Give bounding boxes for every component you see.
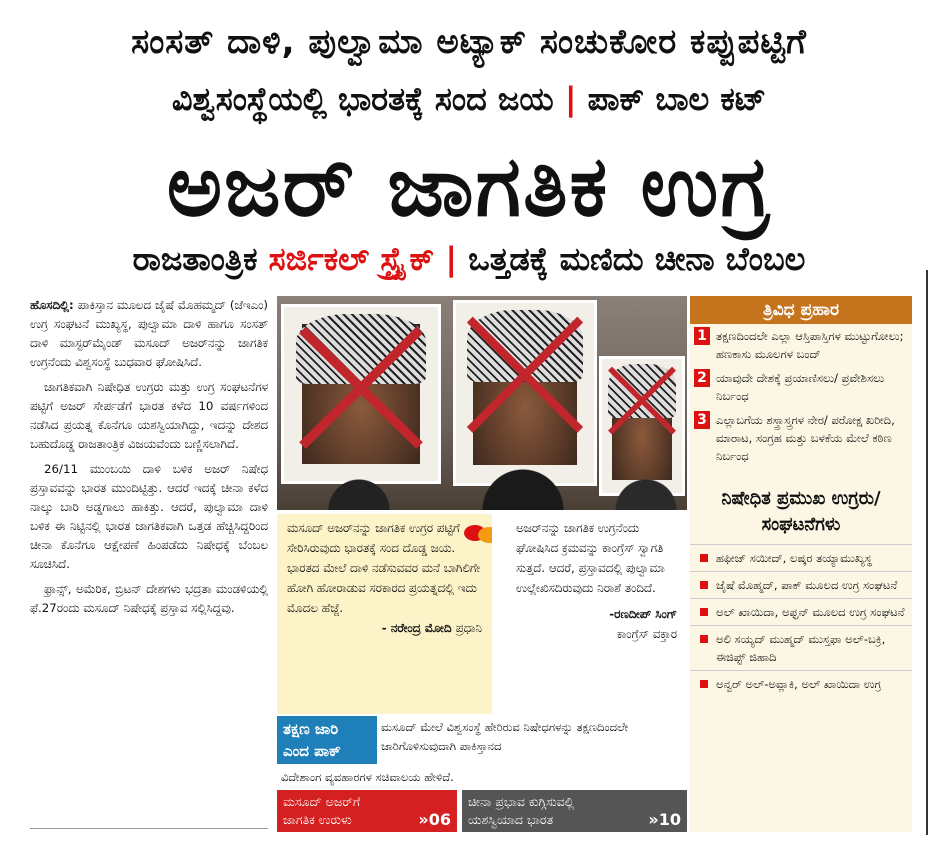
quote-text: ಮಸೂದ್ ಅಜರ್‌ನನ್ನು ಜಾಗತಿಕ ಉಗ್ರರ ಪಟ್ಟಿಗೆ ಸೇರಿಸಿರುವುದು ಭಾರತಕ್ಕೆ ಸಂದ ದೊಡ್ಡ ಜಯ. ಭಾರತದ ಮೇಲೆ ದಾಳಿ ನಡೆಸುವವರ ಮನೆ ಬಾಗಿಲಿಗೇ ಹೋಗಿ ಹೋರಾಡುವ ಸರಕಾರದ ಪ್ರಯತ್ನದಲ್ಲಿ ಇದು ಮೊದಲ ಹೆಜ್ಜೆ. xyxy=(287,521,481,615)
promo-link-page-6[interactable] xyxy=(277,790,457,832)
banned-item-text: ಅಲ್ ಖಾಯಿದಾ, ಅಫ್ಘನ್ ಮೂಲದ ಉಗ್ರ ಸಂಘಟನೆ xyxy=(716,605,905,619)
square-bullet-icon xyxy=(700,635,708,643)
dateline: ಹೊಸದಿಲ್ಲಿ: xyxy=(30,298,74,312)
square-bullet-icon xyxy=(700,608,708,616)
article-paragraph: ಫ್ರಾನ್ಸ್, ಅಮೆರಿಕ, ಬ್ರಿಟನ್ ದೇಶಗಳು ಭದ್ರತಾ ಮಂಡಳಿಯಲ್ಲಿ ಫೆ.27ರಂದು ಮಸೂದ್ ನಿಷೇಧಕ್ಕೆ ಪ್ರಸ್ತಾವ ಸಲ್ಲಿಸಿದ್ದವು. xyxy=(30,582,268,615)
pakistan-response-text: ಮಸೂದ್ ಮೇಲೆ ವಿಶ್ವಸಂಸ್ಥೆ ಹೇರಿರುವ ನಿಷೇಧಗಳನ್ನು ತಕ್ಷಣದಿಂದಲೇ ಜಾರಿಗೊಳಿಸುವುದಾಗಿ ಪಾಕಿಸ್ತಾನದ xyxy=(381,720,629,753)
crowd-silhouette xyxy=(277,450,687,510)
promo-line: ಜಾಗತಿಕ ಉರುಳು xyxy=(283,812,352,827)
square-bullet-icon xyxy=(700,581,708,589)
banned-list-title: ನಿಷೇಧಿತ ಪ್ರಮುಖ ಉಗ್ರರು/ಸಂಘಟನೆಗಳು xyxy=(721,488,881,535)
kicker2-part-a: ವಿಶ್ವಸಂಸ್ಥೆಯಲ್ಲಿ ಭಾರತಕ್ಕೆ ಸಂದ ಜಯ xyxy=(171,80,554,118)
banned-item-text: ಅಲಿ ಸಯ್ಯದ್ ಮುಹ್ಮದ್ ಮುಸ್ತಫಾ ಅಲ್-ಬಕ್ರಿ, ಈಜಿಪ್ಟ್ ಜಿಹಾದಿ xyxy=(716,632,886,664)
kicker-headline-1: ಸಂಸತ್ ದಾಳಿ, ಪುಲ್ವಾಮಾ ಅಟ್ಯಾಕ್ ಸಂಚುಕೋರ ಕಪ್ಪುಪಟ್ಟಿಗೆ xyxy=(131,22,807,62)
page-edge-rule xyxy=(926,270,928,835)
banned-item-text: ಜೈಷೆ ಮೊಹ್ಮದ್, ಪಾಕ್ ಮೂಲದ ಉಗ್ರ ಸಂಘಟನೆ xyxy=(716,578,898,592)
square-bullet-icon xyxy=(700,680,708,688)
red-cross-mark-icon xyxy=(284,307,438,461)
sidebar-item xyxy=(690,324,912,366)
sidebar-item-text: ತಕ್ಷಣದಿಂದಲೇ ಎಲ್ಲಾ ಆಸ್ತಿಪಾಸ್ತಿಗಳ ಮುಟ್ಟುಗೋಲು; ಹಣಕಾಸು ಮೂಲಗಳ ಬಂದ್ xyxy=(716,329,904,361)
sub-headline-separator: | xyxy=(434,240,469,278)
sidebar-item-number: 2 xyxy=(694,369,710,387)
banned-list-item xyxy=(690,598,912,625)
article-paragraph: 26/11 ಮುಂಬಯಿ ದಾಳಿ ಬಳಿಕ ಅಜರ್ ನಿಷೇಧ ಪ್ರಸ್ತಾವವನ್ನು ಭಾರತ ಮುಂದಿಟ್ಟಿತ್ತು. ಆದರೆ ಇದಕ್ಕೆ ಚೀನಾ ಕಳೆದ ನಾಲ್ಕು ಬಾರಿ ಅಡ್ಡಗಾಲು ಹಾಕಿತ್ತು. ಆದರೆ, ಪುಲ್ವಾಮಾ ದಾಳಿ ಬಳಿಕ ಈ ನಿಟ್ಟಿನಲ್ಲಿ ಭಾರತ ಜಾಗತಿಕವಾಗಿ ಒತ್ತಡ ಹೆಚ್ಚಿಸಿದ್ದರಿಂದ ಚೀನಾ ಕೊನೆಗೂ ಆಕ್ಷೇಪಣೆ ಹಿಂಪಡೆದು ನಿಷೇಧಕ್ಕೆ ಬೆಂಬಲ ಸೂಚಿಸಿದೆ. xyxy=(30,462,268,571)
sidebar-box xyxy=(690,296,912,832)
kicker2-separator: | xyxy=(564,80,577,118)
promo-line: ಮಸೂದ್ ಅಜರ್‌ಗೆ xyxy=(283,794,361,809)
article-paragraph: ಜಾಗತಿಕವಾಗಿ ನಿಷೇಧಿತ ಉಗ್ರರು ಮತ್ತು ಉಗ್ರ ಸಂಘಟನೆಗಳ ಪಟ್ಟಿಗೆ ಅಜರ್ ಸೇರ್ಪಡೆಗೆ ಭಾರತ ಕಳೆದ 10 ವರ್ಷಗಳಿಂದ ನಡೆಸಿದ ಪ್ರಯತ್ನ ಕೊನೆಗೂ ಯಶಸ್ವಿಯಾಗಿದ್ದು, ಇದನ್ನು ದೇಶದ ಬಹುದೊಡ್ಡ ರಾಜತಾಂತ್ರಿಕ ವಿಜಯವೆಂದು ಬಣ್ಣಿಸಲಾಗಿದೆ. xyxy=(30,380,268,451)
article-paragraph xyxy=(30,296,268,372)
news-photo xyxy=(277,296,687,510)
red-cross-mark-icon xyxy=(602,359,682,439)
quote-text: ಅಜರ್‌ನನ್ನು ಜಾಗತಿಕ ಉಗ್ರನೆಂದು ಘೋಷಿಸಿದ ಕ್ರಮವನ್ನು ಕಾಂಗ್ರೆಸ್ ಸ್ವಾಗತಿ ಸುತ್ತದೆ. ಆದರೆ, ಪ್ರಸ್ತಾವದಲ್ಲಿ ಪುಲ್ವಾಮಾ ಉಲ್ಲೇಖಿಸದಿರುವುದು ನಿರಾಶೆ ತಂದಿದೆ. xyxy=(516,521,665,595)
pakistan-tag-line: ತಕ್ಷಣ ಜಾರಿ xyxy=(283,720,339,738)
quote-author: -ರಣದೀಪ್ ಸಿಂಗ್ xyxy=(609,607,677,621)
pakistan-response-box xyxy=(277,716,687,786)
sidebar-item-number: 3 xyxy=(694,411,710,429)
banned-list-item xyxy=(690,544,912,571)
article-text: ಪಾಕಿಸ್ತಾನ ಮೂಲದ ಜೈಷೆ ಮೊಹಮ್ಮದ್ (ಜೆಇಎಂ) ಉಗ್ರ ಸಂಘಟನೆ ಮುಖ್ಯಸ್ಥ, ಪುಲ್ವಾಮಾ ದಾಳಿ ಹಾಗೂ ಸಂಸತ್ ದಾಳಿ ಮಾಸ್ಟರ್‌ಮೈಂಡ್ ಮಸೂದ್ ಅಜರ್‌ನನ್ನು ಜಾಗತಿಕ ಉಗ್ರನೆಂದು ವಿಶ್ವಸಂಸ್ಥೆ ಬುಧವಾರ ಘೋಷಿಸಿದೆ. xyxy=(30,298,268,369)
pakistan-response-text: ವಿದೇಶಾಂಗ ವ್ಯವಹಾರಗಳ ಸಚಿವಾಲಯ ಹೇಳಿದೆ. xyxy=(281,770,454,784)
promo-line: ಯಶಸ್ವಿಯಾದ ಭಾರತ xyxy=(468,812,554,827)
promo-line: ಚೀನಾ ಪ್ರಭಾವ ಕುಗ್ಗಿಸುವಲ್ಲಿ xyxy=(468,794,575,809)
sub-headline xyxy=(0,240,938,279)
quote-author-role: ಕಾಂಗ್ರೆಸ್ ವಕ್ತಾರ xyxy=(616,627,677,641)
banned-item-text: ಹಫೀಜ್ ಸಯೀದ್, ಲಷ್ಕರ ತಯ್ಯಾಮುಖ್ಯಸ್ಥ xyxy=(716,551,872,565)
red-cross-mark-icon xyxy=(456,303,594,441)
kicker-headline-2 xyxy=(0,80,938,119)
banned-item-text: ಅನ್ವರ್ ಅಲ್-ಅವ್ಲಾಕಿ, ಅಲ್ ಖಾಯಿದಾ ಉಗ್ರ xyxy=(716,677,882,691)
main-headline: ಅಜರ್ ಜಾಗತಿಕ ಉಗ್ರ xyxy=(166,137,772,235)
sub-headline-red: ಸರ್ಜಿಕಲ್ ಸ್ಟ್ರೈಕ್ xyxy=(268,240,435,278)
promo-page-number: »06 xyxy=(418,810,451,829)
pakistan-tag-line: ಎಂದ ಪಾಕ್ xyxy=(283,742,341,760)
quote-author-name: - ನರೇಂದ್ರ ಮೋದಿ xyxy=(381,621,452,635)
promo-page-number: »10 xyxy=(648,810,681,829)
square-bullet-icon xyxy=(700,554,708,562)
quote-author xyxy=(287,618,482,638)
promo-link-page-10[interactable] xyxy=(462,790,687,832)
sidebar-item xyxy=(690,366,912,408)
sidebar-item-number: 1 xyxy=(694,327,710,345)
sub-headline-part-a: ರಾಜತಾಂತ್ರಿಕ xyxy=(132,240,269,278)
sidebar-item-text: ಎಲ್ಲಾಬಗೆಯ ಶಸ್ತ್ರಾಸ್ತ್ರಗಳ ನೇರ/ ಪರೋಕ್ಷ ಖರೀದಿ, ಮಾರಾಟ, ಸಂಗ್ರಹ ಮತ್ತು ಬಳಕೆಯ ಮೇಲೆ ಕಠಿಣ ನಿರ್ಬಂಧ xyxy=(716,413,895,463)
divider-rule xyxy=(30,828,268,829)
congress-quote-box xyxy=(492,514,687,714)
article-body xyxy=(30,296,268,624)
quote-author-role: ಪ್ರಧಾನಿ xyxy=(455,621,482,635)
modi-quote-box xyxy=(277,514,492,714)
banned-list-item xyxy=(690,670,912,697)
pakistan-tag xyxy=(277,716,377,764)
banned-list-item xyxy=(690,625,912,670)
kicker2-part-b: ಪಾಕ್ ಬಾಲ ಕಟ್ xyxy=(587,80,767,118)
sidebar-title: ತ್ರಿವಿಧ ಪ್ರಹಾರ xyxy=(690,296,912,324)
sub-headline-part-b: ಒತ್ತಡಕ್ಕೆ ಮಣಿದು ಚೀನಾ ಬೆಂಬಲ xyxy=(468,240,806,278)
sidebar-item-text: ಯಾವುದೇ ದೇಶಕ್ಕೆ ಪ್ರಯಾಣಿಸಲು/ ಪ್ರವೇಶಿಸಲು ನಿರ್ಬಂಧ xyxy=(716,371,885,403)
banned-list-item xyxy=(690,571,912,598)
sidebar-item xyxy=(690,408,912,468)
sidebar-divider xyxy=(690,468,912,482)
